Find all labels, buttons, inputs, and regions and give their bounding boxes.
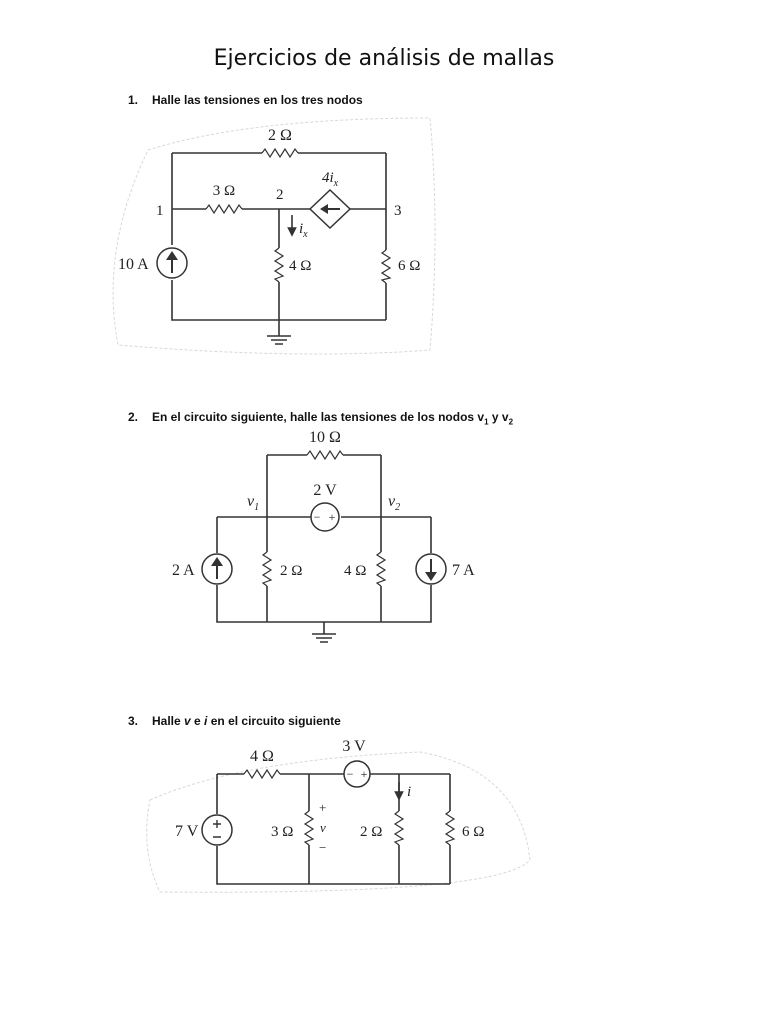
label-v: v	[320, 820, 326, 835]
problem-1-statement: 1. Halle las tensiones en los tres nodos	[128, 93, 363, 107]
label-3ohm: 3 Ω	[271, 824, 294, 840]
label-ix: $i_x$	[299, 221, 308, 240]
page-title: Ejercicios de análisis de mallas	[213, 46, 555, 71]
voltage-source-icon	[344, 761, 370, 787]
label-i: i	[407, 784, 412, 800]
label-v2: $v_2$	[388, 493, 401, 513]
voltage-source-icon	[311, 503, 339, 531]
resistor-10ohm	[307, 451, 343, 459]
resistor-4ohm	[244, 770, 280, 778]
svg-text:+: +	[328, 510, 336, 524]
current-source-icon	[157, 248, 187, 278]
label-6ohm: 6 Ω	[462, 824, 485, 840]
label-4ohm: 4 Ω	[344, 563, 367, 579]
resistor-2ohm	[262, 149, 298, 157]
label-7V: 7 V	[175, 823, 199, 840]
label-4ohm: 4 Ω	[250, 748, 274, 765]
label-2ohm: 2 Ω	[268, 127, 292, 144]
resistor-4ohm	[377, 552, 385, 586]
node-3: 3	[394, 203, 402, 219]
voltage-source-vertical-icon	[202, 815, 232, 845]
label-4ohm: 4 Ω	[289, 258, 312, 274]
node-2: 2	[276, 187, 284, 203]
label-2A: 2 A	[172, 562, 195, 579]
svg-text:−: −	[313, 510, 321, 524]
current-source-up-icon	[202, 554, 232, 584]
resistor-6ohm	[382, 250, 390, 283]
dependent-current-source-icon	[310, 190, 350, 228]
current-source-down-icon	[416, 554, 446, 584]
label-10ohm: 10 Ω	[309, 429, 341, 446]
label-7A: 7 A	[452, 562, 475, 579]
v-minus: −	[319, 840, 327, 855]
ground-icon	[267, 336, 291, 344]
problem-3-statement: 3. Halle v e i en el circuito siguiente	[128, 714, 341, 728]
node-1: 1	[156, 203, 164, 219]
circuit-3	[147, 738, 530, 892]
label-v1: $v_1$	[247, 493, 260, 513]
ground-icon	[312, 634, 336, 642]
resistor-2ohm	[395, 811, 403, 845]
label-6ohm: 6 Ω	[398, 258, 421, 274]
label-2ohm: 2 Ω	[280, 563, 303, 579]
label-dep-source: $4i_x$	[322, 170, 339, 189]
resistor-4ohm	[275, 248, 283, 282]
svg-text:+: +	[360, 767, 368, 781]
label-10A: 10 A	[118, 256, 149, 273]
resistor-2ohm	[263, 552, 271, 586]
resistor-3ohm	[206, 205, 242, 213]
resistor-6ohm	[446, 811, 454, 845]
label-2ohm: 2 Ω	[360, 824, 383, 840]
resistor-3ohm	[305, 811, 313, 845]
label-2V: 2 V	[313, 482, 337, 499]
problem-2-statement: 2. En el circuito siguiente, halle las tensiones de los nodos $v_1$ y $v_2$	[128, 410, 514, 427]
v-plus: +	[319, 800, 327, 815]
label-3V: 3 V	[342, 738, 366, 755]
label-3ohm: 3 Ω	[212, 183, 236, 199]
circuit-2	[172, 429, 475, 642]
svg-text:−: −	[346, 767, 354, 781]
circuit-1	[113, 118, 435, 354]
